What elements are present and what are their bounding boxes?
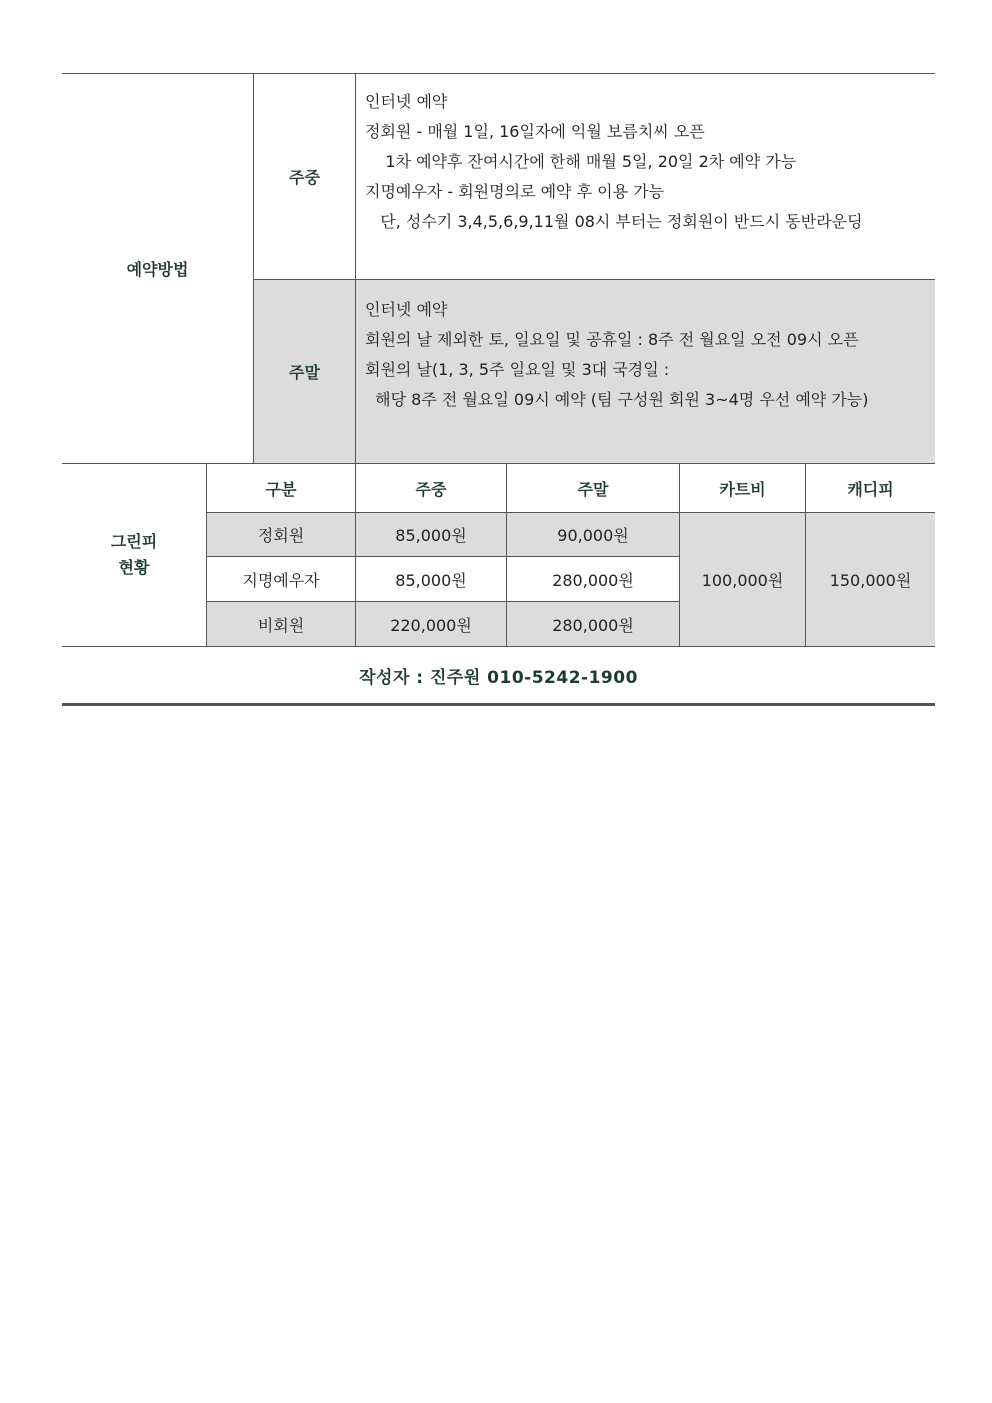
table-cell (356, 513, 506, 556)
table-row (207, 557, 355, 601)
table-row (207, 602, 355, 646)
table-cell (356, 602, 506, 646)
weekday-line: 정회원 - 매월 1일, 16일자에 익월 보름치씨 오픈 (365, 122, 705, 141)
divider (679, 513, 680, 646)
header-weekend-text: 주말 (577, 479, 609, 499)
weekday-label: 주중 (289, 167, 320, 187)
row-weekday: 220,000원 (390, 615, 472, 635)
weekday-line: 1차 예약후 잔여시간에 한해 매월 5일, 20일 2차 예약 가능 (365, 152, 797, 171)
weekend-content (356, 280, 935, 463)
bottom-border (62, 703, 935, 706)
weekend-line: 해당 8주 전 월요일 09시 예약 (팀 구성원 회원 3~4명 우선 예약 가능) (365, 390, 869, 409)
cart-fee-cell (680, 513, 805, 646)
header-cart (680, 464, 805, 512)
row-category: 정회원 (257, 526, 305, 545)
header-weekday-text: 주중 (415, 479, 447, 499)
header-weekday (356, 464, 506, 512)
table-cell (507, 557, 679, 601)
header-category-text: 구분 (265, 479, 297, 499)
weekday-label-cell (254, 73, 355, 279)
weekend-line: 회원의 날 제외한 토, 일요일 및 공휴일 : 8주 전 월요일 오전 09시 오픈 (365, 330, 859, 349)
header-cart-text: 카트비 (719, 479, 766, 499)
weekend-line: 인터넷 예약 (365, 300, 448, 319)
row-category: 비회원 (257, 615, 305, 635)
weekday-content (356, 87, 935, 277)
greenfee-title-line2: 현황 (118, 558, 150, 577)
row-weekend: 280,000원 (552, 615, 634, 635)
table-cell (507, 602, 679, 646)
weekday-line: 지명예우자 - 회원명의로 예약 후 이용 가능 (365, 182, 665, 201)
weekend-line: 회원의 날(1, 3, 5주 일요일 및 3대 국경일 : (365, 360, 670, 379)
author-info: 작성자 : 진주원 010-5242-1900 (359, 667, 638, 688)
row-weekday: 85,000원 (395, 526, 467, 545)
weekend-label-cell (254, 280, 355, 463)
table-cell (507, 513, 679, 556)
row-category: 지명예우자 (242, 570, 320, 590)
table-cell (356, 557, 506, 601)
header-category (207, 464, 355, 512)
weekend-label: 주말 (289, 363, 320, 382)
weekday-line: 인터넷 예약 (365, 92, 448, 111)
reservation-title: 예약방법 (126, 259, 189, 279)
header-caddie-text: 캐디피 (847, 479, 894, 499)
table-row (207, 513, 355, 556)
divider (805, 513, 806, 646)
row-weekend: 280,000원 (552, 570, 634, 590)
row-weekend: 90,000원 (557, 526, 629, 545)
caddie-fee-cell (806, 513, 935, 646)
author-row (62, 647, 935, 703)
header-caddie (806, 464, 935, 512)
greenfee-title-line1: 그린피 (110, 532, 158, 551)
cart-fee: 100,000원 (701, 571, 784, 590)
row-weekday: 85,000원 (395, 570, 467, 590)
caddie-fee: 150,000원 (829, 571, 912, 590)
reservation-title-cell (62, 73, 253, 463)
greenfee-title-cell (62, 464, 206, 646)
header-weekend (507, 464, 679, 512)
weekday-line: 단, 성수기 3,4,5,6,9,11월 08시 부터는 정회원이 반드시 동반라운딩 (365, 212, 863, 231)
